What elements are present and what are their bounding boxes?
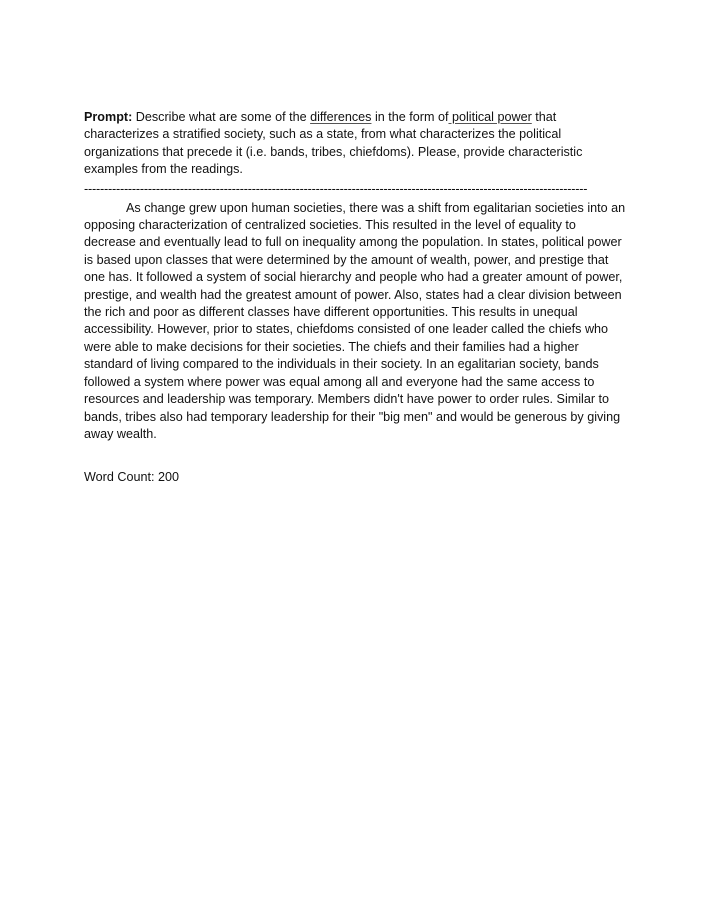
document-page	[84, 109, 629, 487]
prompt-underlined-differences: differences	[310, 110, 372, 124]
prompt-text-middle: in the form of	[371, 110, 449, 124]
word-count: Word Count: 200	[84, 470, 179, 485]
prompt-text-before: Describe what are some of the	[132, 110, 311, 124]
word-count-section	[84, 469, 629, 486]
prompt-text-after: that characterizes a stratified society, such as a state, from what characterizes the political organizations that precede it (i.e. bands, tribes, chiefdoms). Please, provide characteristic examples from the readings.	[84, 110, 583, 177]
prompt-label: Prompt:	[84, 110, 133, 124]
essay-paragraph: As change grew upon human societies, there was a shift from egalitarian societies into an opposing characterization of centralized societies. This resulted in the level of equality to decrease and eventually lead to full on inequality among the population. In states, political power is based upon classes that were determined by the amount of wealth, power, and prestige that one has. It followed a system of social hierarchy and people who had a greater amount of power, prestige, and wealth had the greatest amount of power. Also, states had a clear division between the rich and poor as different classes have different opportunities. This results in unequal accessibility. However, prior to states, chiefdoms consisted of one leader called the chiefs who were able to make decisions for their societies. The chiefs and their families had a higher standard of living compared to the individuals in their society. In an egalitarian society, bands followed a system where power was equal among all and everyone had the same access to resources and leadership was temporary. Members didn't have power to order rules. Similar to bands, tribes also had temporary leadership for their "big men" and would be generous by giving away wealth.	[84, 200, 626, 441]
prompt-paragraph	[84, 109, 629, 179]
dashed-divider: ------------------------------------------------------------------------------------------------------------------------------	[84, 181, 588, 196]
prompt-underlined-political-power: political power	[448, 110, 532, 124]
prompt-section	[84, 109, 629, 179]
essay-section	[84, 200, 629, 444]
